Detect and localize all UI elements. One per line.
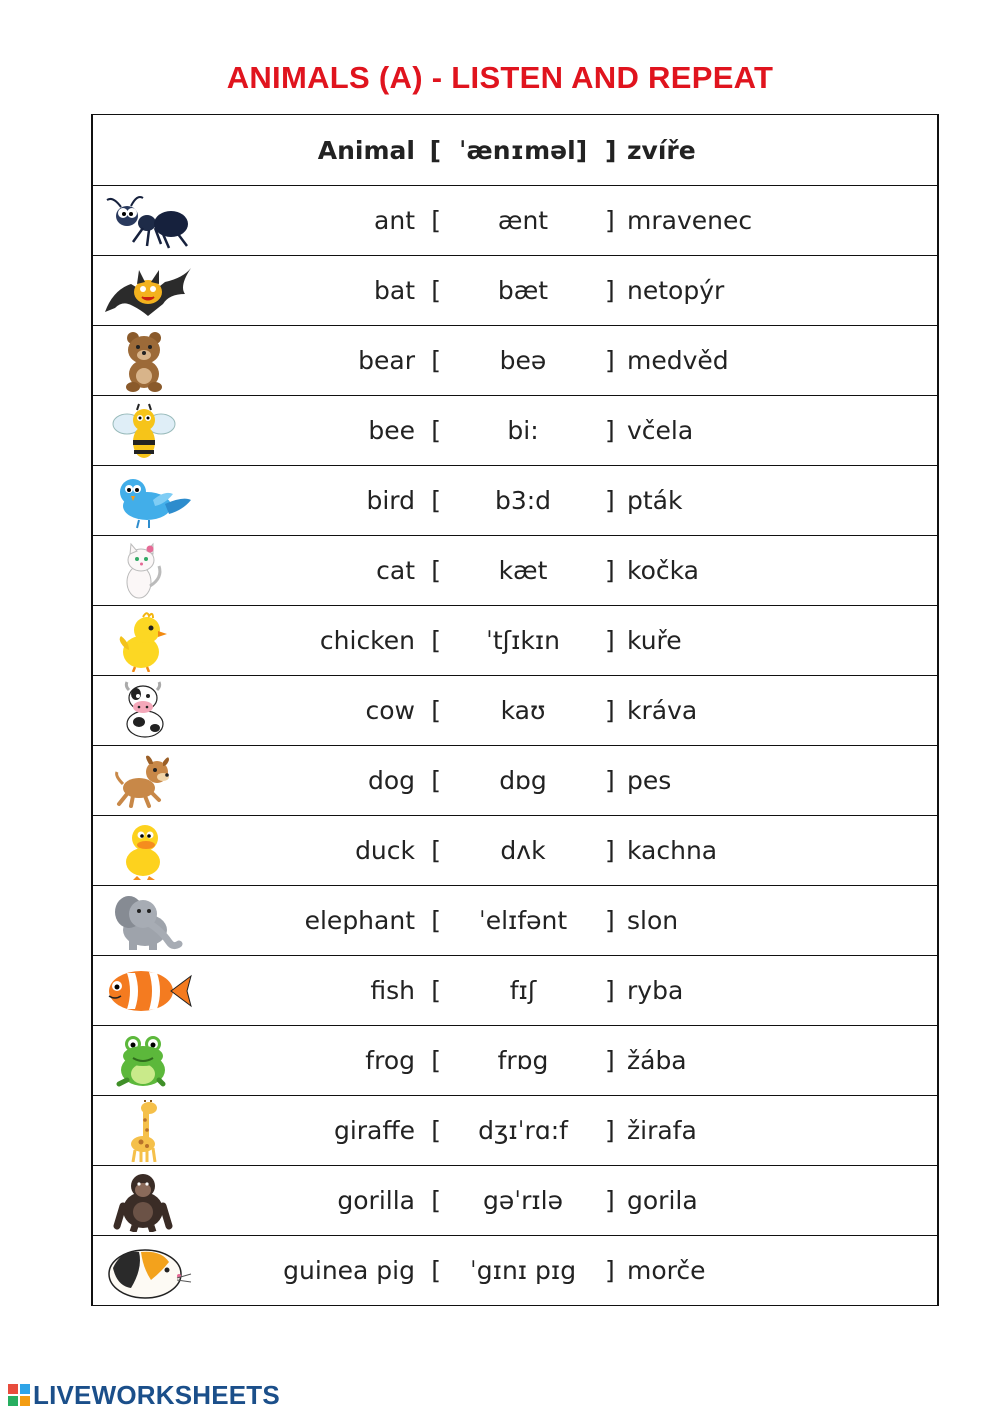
animal-word: cat <box>203 536 415 606</box>
table-row <box>92 1026 938 1096</box>
bat-icon <box>103 260 193 322</box>
czech-translation: žirafa <box>619 1096 938 1166</box>
ipa-transcription: bæt <box>441 256 605 326</box>
open-bracket: [ <box>415 746 441 816</box>
table-row <box>92 186 938 256</box>
close-bracket: ] <box>605 186 619 256</box>
czech-translation: mravenec <box>619 186 938 256</box>
table-row <box>92 256 938 326</box>
czech-translation: žába <box>619 1026 938 1096</box>
close-bracket: ] <box>605 816 619 886</box>
frog-icon <box>103 1030 193 1092</box>
table-row <box>92 606 938 676</box>
czech-translation: pes <box>619 746 938 816</box>
czech-translation: kráva <box>619 676 938 746</box>
close-bracket: ] <box>605 886 619 956</box>
close-bracket: ] <box>605 1096 619 1166</box>
animal-word: frog <box>203 1026 415 1096</box>
table-row <box>92 886 938 956</box>
open-bracket: [ <box>415 466 441 536</box>
gorilla-icon <box>103 1170 193 1232</box>
czech-translation: gorila <box>619 1166 938 1236</box>
guinea-pig-icon <box>103 1240 193 1302</box>
animal-word: cow <box>203 676 415 746</box>
ipa-transcription: ˈtʃɪkɪn <box>441 606 605 676</box>
animal-word: duck <box>203 816 415 886</box>
table-row <box>92 1096 938 1166</box>
open-bracket: [ <box>415 1096 441 1166</box>
czech-translation: medvěd <box>619 326 938 396</box>
open-bracket: [ <box>415 536 441 606</box>
close-bracket: ] <box>605 1026 619 1096</box>
table-row <box>92 676 938 746</box>
ipa-transcription: dɒg <box>441 746 605 816</box>
animal-word: bat <box>203 256 415 326</box>
close-bracket: ] <box>605 256 619 326</box>
animal-word: bird <box>203 466 415 536</box>
table-row <box>92 816 938 886</box>
ant-icon <box>103 190 193 252</box>
ipa-transcription: fɪʃ <box>441 956 605 1026</box>
ipa-transcription: dʌk <box>441 816 605 886</box>
animal-word: guinea pig <box>203 1236 415 1306</box>
ipa-transcription: dʒɪˈrɑ:f <box>441 1096 605 1166</box>
close-bracket: ] <box>605 466 619 536</box>
header-czech: zvíře <box>619 115 938 186</box>
ipa-transcription: ˈgɪnɪ pɪg <box>441 1236 605 1306</box>
open-bracket: [ <box>415 396 441 466</box>
czech-translation: kachna <box>619 816 938 886</box>
table-row <box>92 1166 938 1236</box>
ipa-transcription: gəˈrɪlə <box>441 1166 605 1236</box>
footer-brand-text: LIVEWORKSHEETS <box>33 1379 280 1410</box>
czech-translation: včela <box>619 396 938 466</box>
header-word: Animal <box>203 115 415 186</box>
close-bracket: ] <box>605 1236 619 1306</box>
table-row <box>92 396 938 466</box>
czech-translation: netopýr <box>619 256 938 326</box>
header-ipa: ˈænɪməl] <box>441 115 605 186</box>
table-row <box>92 466 938 536</box>
open-bracket: [ <box>415 816 441 886</box>
duck-icon <box>103 820 193 882</box>
table-row <box>92 746 938 816</box>
bear-icon <box>103 330 193 392</box>
czech-translation: kuře <box>619 606 938 676</box>
open-bracket: [ <box>415 886 441 956</box>
dog-icon <box>103 750 193 812</box>
czech-translation: kočka <box>619 536 938 606</box>
open-bracket: [ <box>415 1236 441 1306</box>
animal-word: chicken <box>203 606 415 676</box>
table-row <box>92 956 938 1026</box>
animal-word: fish <box>203 956 415 1026</box>
ipa-transcription: bi: <box>441 396 605 466</box>
close-bracket: ] <box>605 746 619 816</box>
open-bracket: [ <box>415 186 441 256</box>
czech-translation: ryba <box>619 956 938 1026</box>
elephant-icon <box>103 890 193 952</box>
czech-translation: slon <box>619 886 938 956</box>
chicken-icon <box>103 610 193 672</box>
footer-brand[interactable] <box>8 1380 280 1410</box>
table-header-row <box>92 115 938 186</box>
vocabulary-table <box>91 114 939 1306</box>
open-bracket: [ <box>415 1026 441 1096</box>
close-bracket: ] <box>605 536 619 606</box>
animal-word: giraffe <box>203 1096 415 1166</box>
close-bracket: ] <box>605 326 619 396</box>
liveworksheets-logo-icon <box>8 1384 30 1406</box>
czech-translation: pták <box>619 466 938 536</box>
bee-icon <box>103 400 193 462</box>
ipa-transcription: beə <box>441 326 605 396</box>
header-close-bracket: ] <box>605 115 619 186</box>
open-bracket: [ <box>415 326 441 396</box>
ipa-transcription: ænt <box>441 186 605 256</box>
close-bracket: ] <box>605 396 619 466</box>
cat-icon <box>103 540 193 602</box>
page-title: ANIMALS (A) - LISTEN AND REPEAT <box>226 60 774 95</box>
open-bracket: [ <box>415 1166 441 1236</box>
animal-word: bear <box>203 326 415 396</box>
giraffe-icon <box>103 1100 193 1162</box>
open-bracket: [ <box>415 256 441 326</box>
close-bracket: ] <box>605 1166 619 1236</box>
animal-word: elephant <box>203 886 415 956</box>
ipa-transcription: ˈelɪfənt <box>441 886 605 956</box>
animal-word: ant <box>203 186 415 256</box>
header-image-cell <box>92 115 203 186</box>
czech-translation: morče <box>619 1236 938 1306</box>
animal-word: bee <box>203 396 415 466</box>
header-open-bracket: [ <box>415 115 441 186</box>
open-bracket: [ <box>415 956 441 1026</box>
ipa-transcription: kaʊ <box>441 676 605 746</box>
table-row <box>92 326 938 396</box>
bird-icon <box>103 470 193 532</box>
open-bracket: [ <box>415 606 441 676</box>
ipa-transcription: kæt <box>441 536 605 606</box>
table-row <box>92 536 938 606</box>
close-bracket: ] <box>605 676 619 746</box>
animal-word: dog <box>203 746 415 816</box>
table-row <box>92 1236 938 1306</box>
animal-word: gorilla <box>203 1166 415 1236</box>
open-bracket: [ <box>415 676 441 746</box>
close-bracket: ] <box>605 956 619 1026</box>
ipa-transcription: frɒg <box>441 1026 605 1096</box>
close-bracket: ] <box>605 606 619 676</box>
fish-icon <box>103 960 193 1022</box>
cow-icon <box>103 680 193 742</box>
ipa-transcription: b3:d <box>441 466 605 536</box>
